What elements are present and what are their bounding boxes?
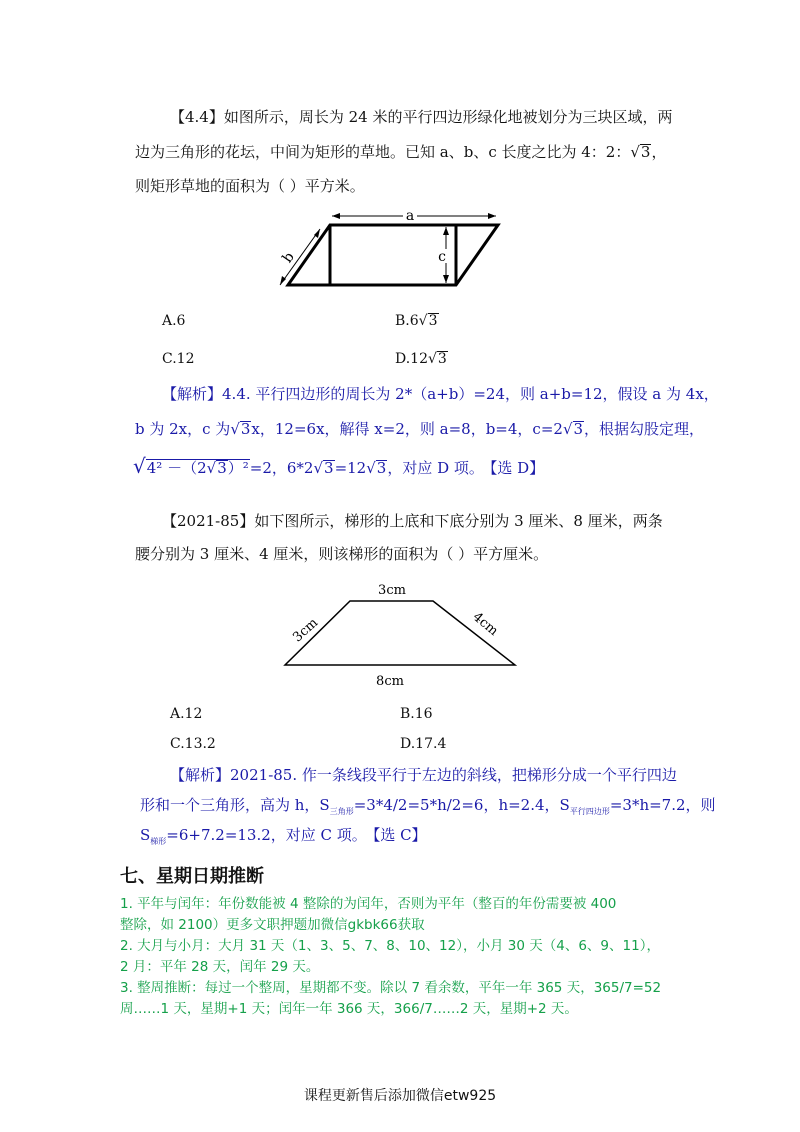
q1-line2-radicand: 3 <box>640 143 651 161</box>
q1-solution-line1 <box>162 378 719 411</box>
q1-solution-line2: b 为 2x，c 为√3x，12=6x，解得 x=2，则 a=8，b=4，c=2√3，根据勾股定理， <box>135 420 705 438</box>
q2-line1 <box>162 505 663 538</box>
q1-tag: 【4.4】 <box>170 108 224 126</box>
label-a: a <box>405 208 415 224</box>
q1-solution-text1: 4.4. 平行四边形的周长为 2*（a+b）=24，则 a+b=12，假设 a 为 4x， <box>222 385 719 403</box>
q1-option-d: D.12√3 <box>395 351 447 367</box>
q1-solution-sqrt-a: 4² －（2 <box>146 459 207 477</box>
section-title: 七、星期日期推断 <box>120 866 264 887</box>
q1-option-b-radicand: 3 <box>428 313 438 329</box>
q2-option-d: D.17.4 <box>400 736 447 752</box>
q1-option-b-text: B.6 <box>395 313 419 329</box>
q2-solution-text2b: =3*4/2=5*h/2=6，h=2.4，S <box>353 796 570 814</box>
q2-solution-line3 <box>140 819 427 858</box>
q2-line1-text: 如下图所示，梯形的上底和下底分别为 3 厘米、8 厘米，两条 <box>254 512 663 530</box>
parallelogram-figure <box>270 205 520 300</box>
q1-option-d-text: D.12 <box>395 351 428 367</box>
label-b: b <box>279 249 298 266</box>
section-line6: 周……1 天，星期+1 天；闰年一年 366 天，366/7……2 天，星期+2 天。 <box>120 1001 578 1017</box>
q2-solution-text3a: S <box>140 826 151 844</box>
footer-text: 课程更新售后添加微信etw925 <box>303 1088 497 1104</box>
parallelogram-shape <box>288 225 498 285</box>
q2-solution-text1: 2021-85. 作一条线段平行于左边的斜线，把梯形分成一个平行四边 <box>230 766 677 784</box>
q2-solution-text2c: =3*h=7.2，则 <box>609 796 716 814</box>
q1-solution-radicand2: 3 <box>573 420 584 438</box>
q2-option-c: C.13.2 <box>170 736 216 752</box>
q1-solution-text3b: =2，6*2 <box>249 459 314 477</box>
q1-solution-sqrt-b: ）² <box>227 459 249 477</box>
q1-option-a: A.6 <box>162 313 186 329</box>
q1-solution-tag: 【解析】 <box>162 385 223 403</box>
q2-sub-triangle: 三角形 <box>329 807 354 816</box>
q1-option-b: B.6√3 <box>395 313 438 329</box>
q2-solution-line1 <box>170 759 677 792</box>
q1-solution-text2a: b 为 2x，c 为 <box>135 420 231 438</box>
q2-option-b: B.16 <box>400 706 433 722</box>
q1-line2-text: 边为三角形的花坛，中间为矩形的草地。已知 a、b、c 长度之比为 4：2： <box>135 143 631 161</box>
q1-solution-text3c: =12 <box>334 459 367 477</box>
label-top: 3cm <box>378 583 406 598</box>
q1-option-d-radicand: 3 <box>437 351 447 367</box>
q1-answer: 【选 D】 <box>489 459 545 477</box>
q1-line3: 则矩形草地的面积为（ ）平方米。 <box>135 177 365 195</box>
section-line2: 整除，如 2100）更多文职押题加微信gkbk66获取 <box>120 917 425 933</box>
q1-option-c: C.12 <box>162 351 195 367</box>
label-right: 4cm <box>469 609 501 640</box>
q1-solution-radicand4: 3 <box>324 459 334 477</box>
q1-solution-text2b: x，12=6x，解得 x=2，则 a=8，b=4，c=2 <box>251 420 563 438</box>
q2-sub-trapezoid: 梯形 <box>150 837 167 846</box>
q2-answer: 【选 C】 <box>372 826 427 844</box>
q1-solution-text2c: ，根据勾股定理， <box>584 420 705 438</box>
q2-tag: 【2021-85】 <box>162 512 255 530</box>
q1-line2: 边为三角形的花坛，中间为矩形的草地。已知 a、b、c 长度之比为 4：2：√3， <box>135 143 667 161</box>
label-c: c <box>438 249 446 265</box>
q2-solution-tag: 【解析】 <box>170 766 231 784</box>
q2-line2: 腰分别为 3 厘米、4 厘米，则该梯形的面积为（ ）平方厘米。 <box>135 545 549 563</box>
q1-solution-radicand1: 3 <box>240 420 251 438</box>
q1-line1-text: 如图所示，周长为 24 米的平行四边形绿化地被划分为三块区域，两 <box>223 108 673 126</box>
q1-solution-radicand3: 3 <box>217 459 227 477</box>
q2-sub-parallelogram: 平行四边形 <box>569 807 610 816</box>
q2-solution-text3b: =6+7.2=13.2，对应 C 项。 <box>166 826 367 844</box>
section-line1: 1. 平年与闰年：年份数能被 4 整除的为闰年，否则为平年（整百的年份需要被 400 <box>120 896 617 912</box>
q2-option-a: A.12 <box>170 706 203 722</box>
q1-line2-end: ， <box>651 143 667 161</box>
q1-line1 <box>170 101 673 134</box>
q1-solution-text3d: ，对应 D 项。 <box>387 459 484 477</box>
section-line5: 3. 整周推断：每过一个整周，星期都不变。除以 7 看余数，平年一年 365 天，365/7=52 <box>120 980 662 996</box>
q1-solution-line3: √4² －（2√3）²=2，6*2√3=12√3，对应 D 项。 【选 D】 <box>133 454 545 478</box>
trapezoid-figure <box>270 575 540 690</box>
label-left: 3cm <box>290 615 322 646</box>
q2-solution-text2a: 形和一个三角形，高为 h，S <box>140 796 330 814</box>
section-line3: 2. 大月与小月：大月 31 天（1、3、5、7、8、10、12），小月 30 天（4、6、9、11）， <box>120 938 660 954</box>
label-bottom: 8cm <box>376 674 404 689</box>
q1-solution-radicand5: 3 <box>376 459 387 477</box>
section-line4: 2 月：平年 28 天，闰年 29 天。 <box>120 959 320 975</box>
